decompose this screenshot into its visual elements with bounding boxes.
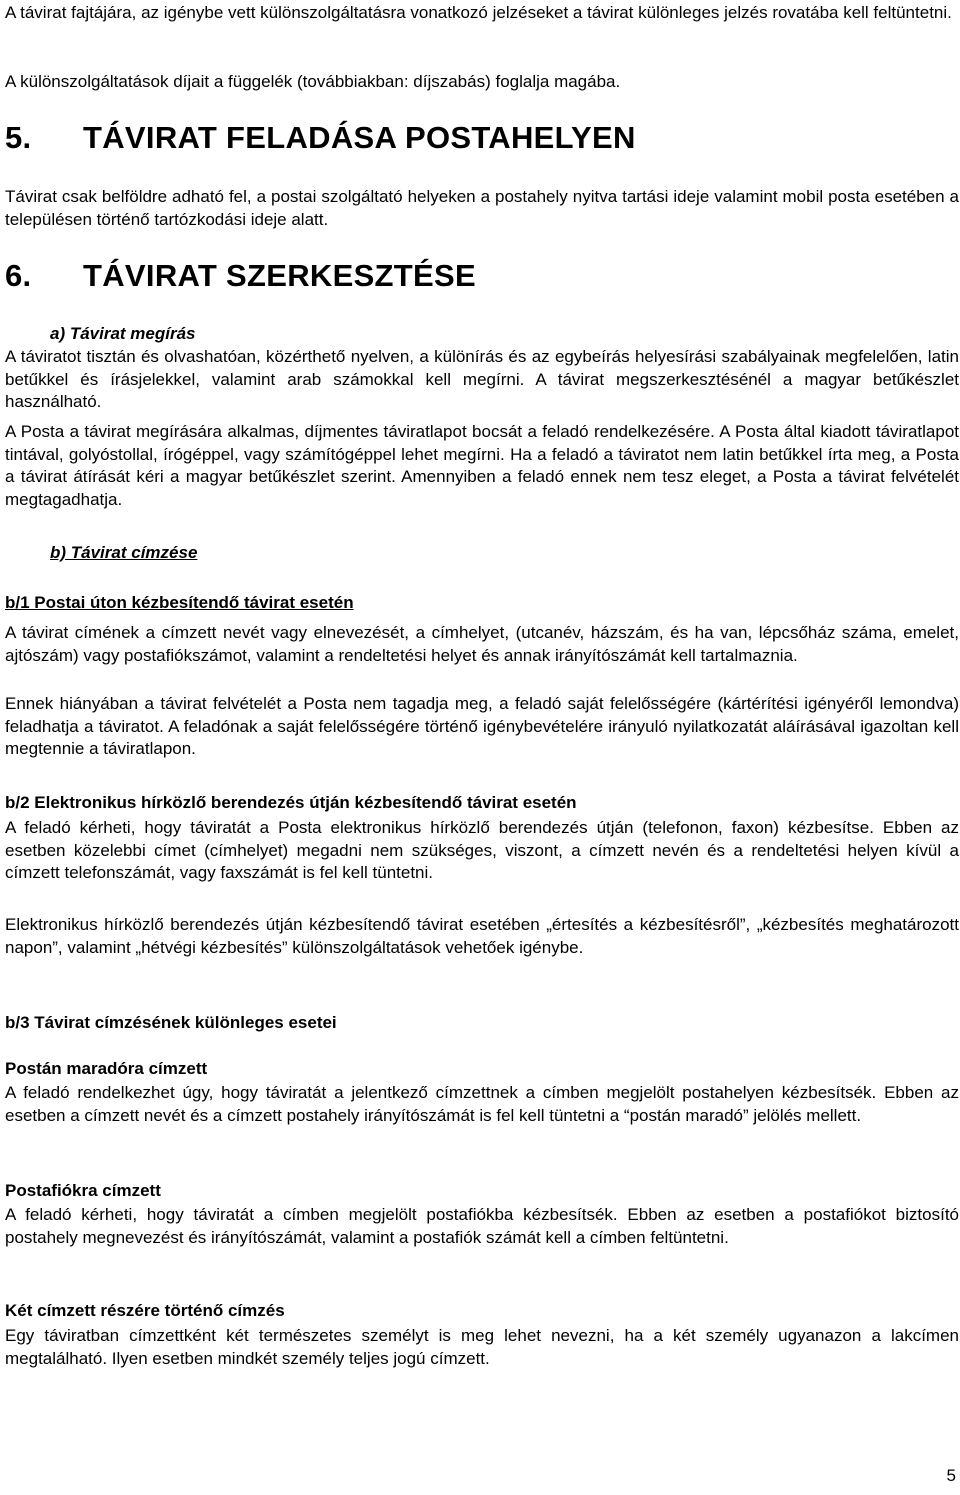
section-6-heading [5,258,476,294]
postafiok-heading: Postafiókra címzett [5,1181,161,1200]
section-5-heading [5,120,636,156]
ket-cimzett-paragraph: Egy táviratban címzettként két természetes személyt is meg lehet nevezni, ha a két személy ugyanazon a lakcímen megtalálható. Ilyen esetben mindkét személy teljes jogú címzett. [5,1326,959,1368]
postafiok-paragraph: A feladó kérheti, hogy táviratát a címben megjelölt postafiókba kézbesítsék. Ebben az esetben a postafiókot biztosító postahely megnevezést és irányítószámát, valamint a postafiók számát kell a címben feltüntetni. [5,1205,959,1247]
subsection-b-heading: b) Távirat címzése [50,543,198,562]
postan-marado-paragraph: A feladó rendelkezhet úgy, hogy táviratát a jelentkező címzettnek a címben megjelölt postahelyen kézbesítsék. Ebben az esetben a címzett nevét és a címzett postahely irányítószámát is fel kell tüntetni a “postán maradó” jelölés mellett. [5,1083,959,1125]
b2-paragraph-1: A feladó kérheti, hogy táviratát a Posta elektronikus hírközlő berendezés útján (telefonon, faxon) kézbesítse. Ebben az esetben közelebbi címet (címhelyet) megadni nem szükséges, viszont, a címzett nevén és a rendeltetési helyen kívül a címzett telefonszámát, vagy faxszámát is fel kell tüntetni. [5,818,959,882]
section-6-number: 6. [5,258,32,293]
section-5-paragraph: Távirat csak belföldre adható fel, a postai szolgáltató helyeken a postahely nyitva tartási ideje valamint mobil posta esetében a településen történő tartózkodási ideje alatt. [5,187,959,229]
b2-paragraph-2: Elektronikus hírközlő berendezés útján kézbesítendő távirat esetében „értesítés a kézbesítésről”, „kézbesítés meghatározott napon”, valamint „hétvégi kézbesítés” különszolgáltatások vehetőek igénybe. [5,915,959,957]
section-5-number: 5. [5,120,32,155]
subsection-a-heading: a) Távirat megírás [50,324,196,343]
b1-paragraph-2: Ennek hiányában a távirat felvételét a Posta nem tagadja meg, a feladó saját felelősségére (kártérítési igényéről lemondva) feladhatja a táviratot. A feladónak a saját felelősségére történő igénybevételére irányuló nyilatkozatát aláírásával igazoltan kell megtennie a táviratlapon. [5,694,959,758]
b1-paragraph-1: A távirat címének a címzett nevét vagy elnevezését, a címhelyet, (utcanév, házszám, és ha van, lépcsőház száma, emelet, ajtószám) vagy postafiókszámot, valamint a rendeltetési helyet és annak irányítószámát kell tartalmaznia. [5,623,959,665]
section-6-title: TÁVIRAT SZERKESZTÉSE [83,258,476,293]
b3-heading: b/3 Távirat címzésének különleges esetei [5,1013,337,1032]
b2-heading: b/2 Elektronikus hírközlő berendezés útján kézbesítendő távirat esetén [5,793,577,812]
section-5-title: TÁVIRAT FELADÁSA POSTAHELYEN [83,120,636,155]
ket-cimzett-heading: Két címzett részére történő címzés [5,1301,285,1320]
intro-paragraph-2: A különszolgáltatások díjait a függelék (továbbiakban: díjszabás) foglalja magába. [5,72,621,91]
subsection-a-paragraph-1: A táviratot tisztán és olvashatóan, közérthető nyelven, a különírás és az egybeírás helyesírási szabályainak megfelelően, latin betűkkel és írásjelekkel, valamint arab számokkal kell megírni. A távirat megszerkesztésénél a magyar betűkészlet használható. [5,347,959,411]
b1-heading: b/1 Postai úton kézbesítendő távirat esetén [5,593,354,612]
page-number: 5 [946,1466,956,1485]
intro-paragraph-1: A távirat fajtájára, az igénybe vett különszolgáltatásra vonatkozó jelzéseket a távirat különleges jelzés rovatába kell feltüntetni. [5,3,952,22]
subsection-a-paragraph-2: A Posta a távirat megírására alkalmas, díjmentes táviratlapot bocsát a feladó rendelkezésére. A Posta által kiadott táviratlapot tintával, golyóstollal, írógéppel, vagy számítógéppel lehet megírni. Ha a feladó a táviratot nem latin betűkkel írta meg, a Posta a távirat átírását kéri a magyar betűkészlet szerint. Amennyiben a feladó ennek nem tesz eleget, a Posta a távirat felvételét megtagadhatja. [5,422,959,509]
postan-marado-heading: Postán maradóra címzett [5,1059,208,1078]
